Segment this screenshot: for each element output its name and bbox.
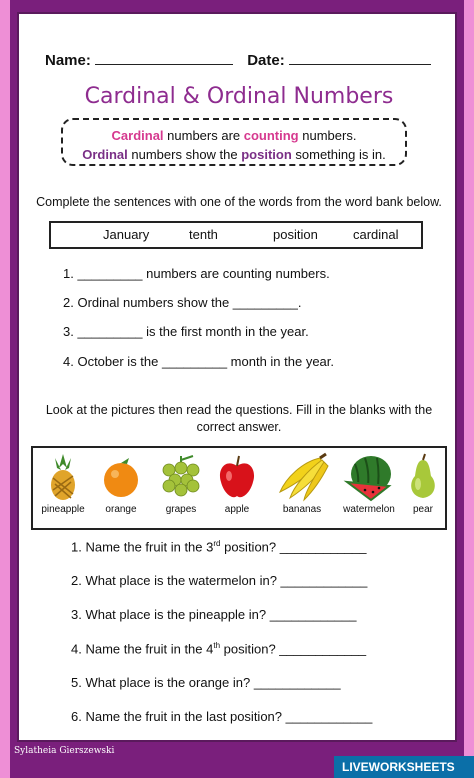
fruit-label: apple [224, 504, 250, 515]
date-field[interactable] [289, 64, 431, 65]
ordinal-suffix: th [213, 641, 221, 650]
definition-text: numbers show the [127, 147, 242, 162]
fruit-item [337, 452, 401, 515]
question-text: 1. Name the fruit in the 3 [71, 539, 214, 555]
instruction-2: Look at the pictures then read the questions. Fill in the blanks with the correct answer. [45, 403, 433, 434]
name-date-row [45, 52, 431, 69]
definition-cardinal [63, 126, 405, 145]
sentence-1[interactable]: 1. _________ numbers are counting numbers. [63, 266, 330, 281]
question-text: 6. Name the fruit in the last position? ____________ [71, 709, 373, 724]
question-text: 5. What place is the orange in? ____________ [71, 675, 341, 690]
word-bank-item: position [273, 227, 318, 242]
fruit-label: grapes [165, 504, 197, 515]
question-4[interactable] [71, 641, 366, 656]
fruit-label: pear [412, 504, 433, 515]
fruit-item [399, 452, 447, 515]
watermelon-icon [341, 452, 397, 502]
liveworksheets-logo[interactable]: LIVEWORKSHEETS [334, 756, 474, 778]
question-text: 4. Name the fruit in the 4 [71, 641, 214, 657]
question-text: position? ____________ [220, 539, 367, 555]
page-title: Cardinal & Ordinal Numbers [84, 84, 394, 109]
pear-icon [403, 452, 443, 502]
question-1[interactable] [71, 539, 367, 554]
definition-ordinal [63, 145, 405, 164]
word-bank-item: tenth [189, 227, 218, 242]
question-6[interactable] [71, 709, 372, 724]
fruit-label: bananas [282, 504, 322, 515]
name-label: Name: [45, 52, 91, 69]
grapes-icon [155, 452, 207, 502]
fruit-picture-bank [31, 446, 447, 530]
instruction-1: Complete the sentences with one of the words from the word bank below. [36, 195, 442, 209]
worksheet-page [17, 12, 457, 742]
fruit-item [267, 452, 337, 515]
keyword: Cardinal [111, 128, 164, 143]
name-field[interactable] [95, 64, 233, 65]
pineapple-icon [41, 452, 85, 502]
definition-box [61, 118, 407, 166]
date-label: Date: [247, 52, 285, 69]
question-text: position? ____________ [220, 641, 367, 657]
sentence-3[interactable]: 3. _________ is the first month in the year. [63, 324, 309, 339]
keyword: Ordinal [82, 147, 128, 162]
ordinal-suffix: rd [213, 539, 221, 548]
word-bank-item: cardinal [353, 227, 399, 242]
question-text: 2. What place is the watermelon in? ____________ [71, 573, 368, 588]
fruit-item [35, 452, 91, 515]
word-bank-item: January [103, 227, 150, 242]
fruit-item [153, 452, 209, 515]
definition-text: something is in. [291, 147, 386, 162]
definition-text: numbers. [298, 128, 357, 143]
question-5[interactable] [71, 675, 341, 690]
word-bank [49, 221, 423, 249]
sentence-4[interactable]: 4. October is the _________ month in the year. [63, 354, 335, 369]
keyword: counting [243, 128, 299, 143]
keyword: position [241, 147, 292, 162]
question-3[interactable] [71, 607, 357, 622]
sentence-2[interactable]: 2. Ordinal numbers show the _________. [63, 295, 302, 310]
fruit-label: watermelon [343, 504, 395, 515]
definition-text: numbers are [163, 128, 244, 143]
author-credit: Sylatheia Gierszewski [14, 746, 115, 756]
question-2[interactable] [71, 573, 367, 588]
fruit-item [209, 452, 265, 515]
question-text: 3. What place is the pineapple in? ____________ [71, 607, 357, 622]
fruit-item [93, 452, 149, 515]
fruit-label: orange [105, 504, 137, 515]
bananas-icon [272, 452, 332, 502]
orange-icon [99, 452, 143, 502]
fruit-label: pineapple [41, 504, 85, 515]
apple-icon [215, 452, 259, 502]
